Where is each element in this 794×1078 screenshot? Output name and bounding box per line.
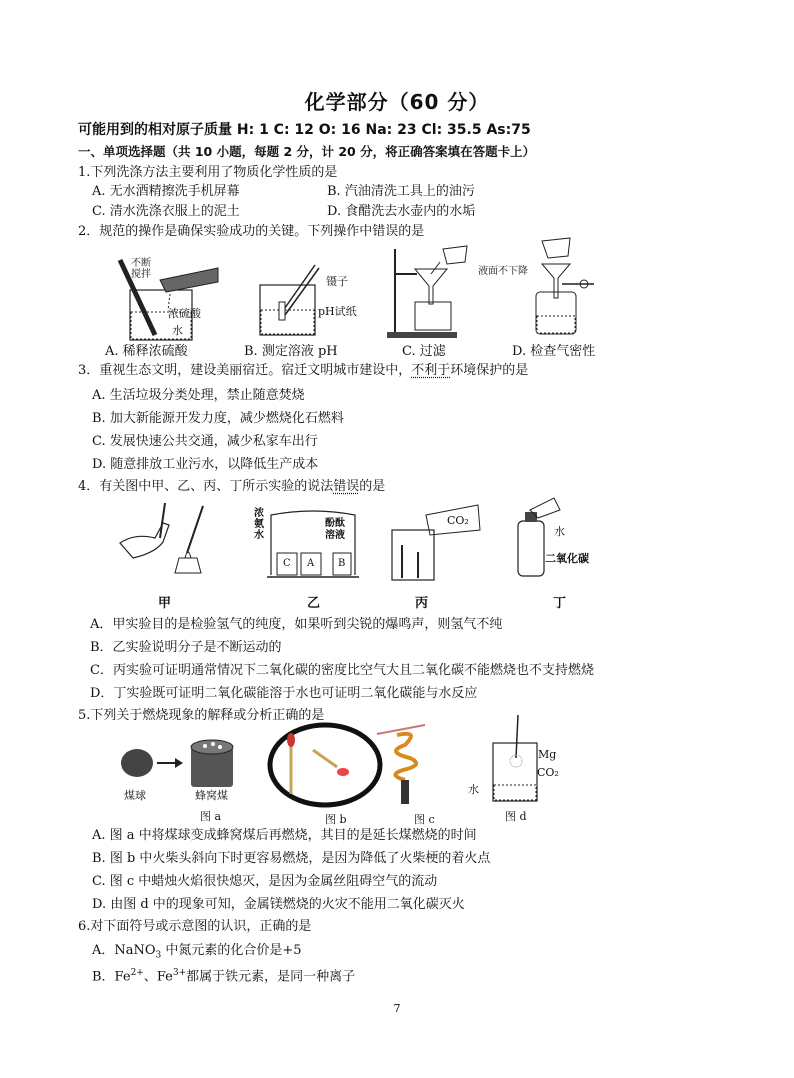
q4-option-c: C．丙实验可证明通常情况下二氧化碳的密度比空气大且二氧化碳不能燃烧也不支持燃烧: [90, 663, 594, 678]
label-water: 水: [172, 324, 183, 337]
q6-a-post: 中氮元素的化合价是+5: [161, 943, 302, 958]
q2-stem: 2．规范的操作是确保实验成功的关键。下列操作中错误的是: [78, 224, 425, 239]
figure-ph-test: [255, 260, 325, 340]
figure-b: [265, 722, 385, 810]
q3-stem: [78, 362, 528, 379]
q2-option-a: A. 稀释浓硫酸: [105, 344, 188, 359]
label-honeycomb: 蜂窝煤: [195, 789, 228, 802]
caption-yi: 乙: [307, 596, 321, 611]
q6-b-sup1: 2+: [130, 968, 144, 978]
q3-option-b: B. 加大新能源开发力度，减少燃烧化石燃料: [92, 411, 344, 426]
q4-option-a: A．甲实验目的是检验氢气的纯度，如果听到尖锐的爆鸣声，则氢气不纯: [90, 617, 503, 632]
q5-option-c: C. 图 c 中蜡烛火焰很快熄灭，是因为金属丝阻碍空气的流动: [92, 874, 438, 889]
q6-b-pre: B．Fe: [92, 969, 131, 985]
label-co2-bottle: CO₂: [447, 514, 469, 527]
q5-option-b: B. 图 b 中火柴头斜向下时更容易燃烧，是因为降低了火柴梗的着火点: [92, 851, 491, 866]
page-number: 7: [393, 1002, 401, 1015]
q4-stem-post: 的是: [359, 479, 386, 494]
label-water-d: 水: [468, 783, 479, 796]
label-stir: 不断 搅拌: [131, 258, 151, 280]
q3-option-c: C. 发展快速公共交通，减少私家车出行: [92, 434, 318, 449]
label-conc-ammonia: 浓 氨 水: [254, 508, 264, 541]
q2-option-d: D. 检查气密性: [512, 344, 596, 359]
caption-fig-c: 图 c: [414, 813, 435, 826]
q4-option-b: B．乙实验说明分子是不断运动的: [90, 640, 282, 655]
figure-filtration: [385, 244, 475, 342]
label-acid: 浓硫酸: [168, 307, 201, 320]
q6-option-b: [92, 965, 355, 985]
q6-b-post: 都属于铁元素，是同一种离子: [186, 969, 356, 985]
label-carbon-dioxide: 二氧化碳: [545, 552, 589, 565]
q6-option-a: [92, 942, 302, 965]
caption-fig-a: 图 a: [200, 810, 222, 823]
caption-jia: 甲: [158, 596, 172, 611]
q1-option-c: C. 清水洗涤衣服上的泥土: [92, 204, 240, 219]
label-coal-ball: 煤球: [124, 789, 146, 802]
label-co2-d: CO₂: [537, 766, 559, 779]
page-title: 化学部分（60 分）: [304, 90, 490, 114]
q1-option-d: D. 食醋洗去水壶内的水垢: [327, 204, 476, 219]
q3-option-d: D. 随意排放工业污水，以降低生产成本: [92, 457, 319, 472]
label-tweezers: 镊子: [326, 275, 348, 288]
label-ph-paper: pH试纸: [318, 305, 357, 318]
q5-stem: 5.下列关于燃烧现象的解释或分析正确的是: [78, 708, 325, 723]
figure-bing: [388, 500, 488, 582]
caption-fig-b: 图 b: [325, 813, 347, 826]
label-beaker-a: A: [307, 558, 315, 569]
q5-option-d: D. 由图 d 中的现象可知，金属镁燃烧的火灾不能用二氧化碳灭火: [92, 897, 465, 912]
q4-stem-emphasis: 错误: [333, 479, 360, 494]
q5-option-a: A. 图 a 中将煤球变成蜂窝煤后再燃烧，其目的是延长煤燃烧的时间: [92, 828, 477, 843]
caption-bing: 丙: [415, 596, 429, 611]
figure-yi: [263, 505, 363, 585]
q2-option-b: B. 测定溶液 pH: [244, 344, 338, 359]
q2-option-c: C. 过滤: [402, 344, 446, 359]
caption-ding: 丁: [553, 596, 567, 611]
label-beaker-c: C: [283, 558, 291, 569]
q1-option-a: A. 无水酒精擦洗手机屏幕: [92, 184, 240, 199]
figure-airtightness: [522, 236, 602, 341]
q4-stem: [78, 478, 385, 495]
figure-jia: [115, 498, 210, 583]
q3-stem-emphasis: 不利于: [411, 363, 451, 378]
q1-stem: 1.下列洗涤方法主要利用了物质化学性质的是: [78, 165, 338, 180]
q4-stem-pre: 4．有关图中甲、乙、丙、丁所示实验的说法: [78, 479, 334, 494]
q6-b-sup2: 3+: [172, 968, 187, 978]
label-no-drop: 液面不下降: [478, 266, 528, 277]
caption-fig-d: 图 d: [505, 810, 527, 823]
atomic-masses: 可能用到的相对原子质量 H: 1 C: 12 O: 16 Na: 23 Cl: 35.5 As:75: [78, 122, 531, 138]
figure-c: [375, 720, 435, 805]
section-heading: 一、单项选择题（共 10 小题，每题 2 分，计 20 分，将正确答案填在答题卡上）: [78, 144, 536, 159]
q3-stem-post: 环境保护的是: [450, 363, 529, 378]
label-water-ding: 水: [554, 525, 565, 538]
figure-dilute-acid: [100, 250, 240, 345]
q6-a-pre: A．NaNO: [92, 943, 156, 958]
q1-option-b: B. 汽油清洗工具上的油污: [327, 184, 475, 199]
q3-option-a: A. 生活垃圾分类处理，禁止随意焚烧: [92, 388, 305, 403]
label-beaker-b: B: [338, 558, 346, 569]
q6-a-sub: 3: [155, 950, 162, 961]
label-mg: Mg: [538, 748, 557, 761]
q4-option-d: D．丁实验既可证明二氧化碳能溶于水也可证明二氧化碳能与水反应: [90, 686, 478, 701]
label-phenolphthalein: 酚酞 溶液: [325, 518, 345, 541]
q6-stem: 6.对下面符号或示意图的认识，正确的是: [78, 919, 312, 934]
q3-stem-pre: 3．重视生态文明，建设美丽宿迁。宿迁文明城市建设中，: [78, 363, 412, 378]
q6-b-mid: 、Fe: [143, 969, 173, 985]
